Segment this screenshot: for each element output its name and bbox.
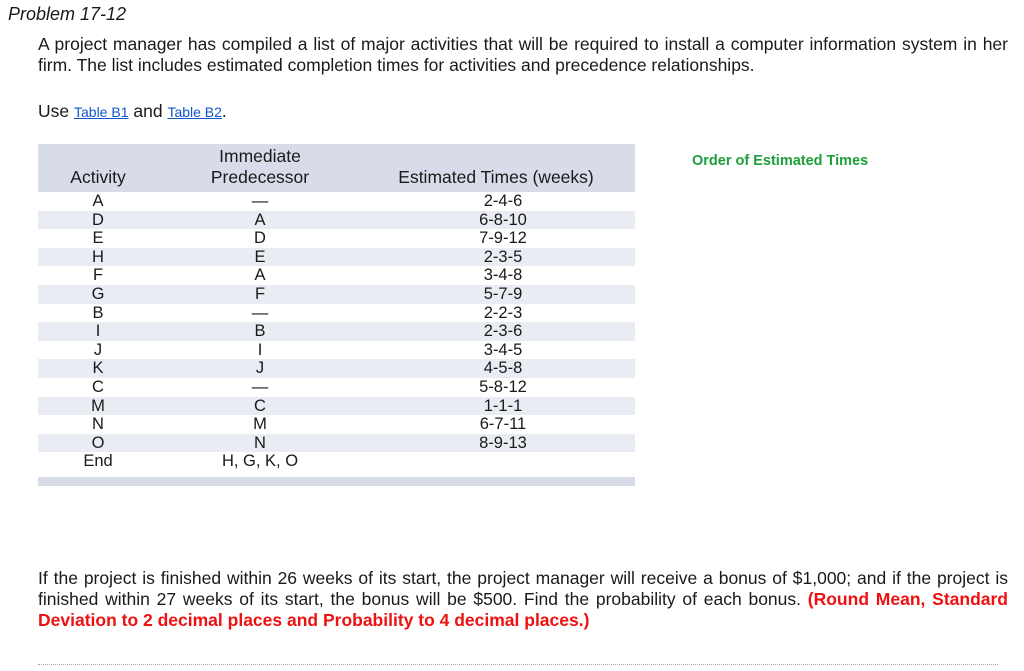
predecessor-cell: M — [253, 415, 267, 434]
activity-cell: B — [92, 303, 104, 322]
activity-cell: H — [92, 247, 104, 266]
predecessor-cell: — — [251, 192, 269, 210]
table-row — [38, 304, 635, 323]
activity-cell: C — [92, 377, 104, 396]
predecessor-cell: J — [255, 359, 265, 378]
use-prefix: Use — [38, 101, 70, 121]
activity-cell: N — [92, 415, 104, 434]
header-predecessor — [185, 146, 335, 188]
predecessor-cell: I — [257, 340, 263, 359]
estimated-times-cell: 6-7-11 — [479, 415, 527, 434]
predecessor-cell: C — [254, 396, 266, 415]
table-row — [38, 266, 635, 285]
header-predecessor-line2: Predecessor — [210, 167, 310, 187]
use-and: and — [133, 101, 163, 121]
table-row — [38, 452, 635, 471]
table-footer-bar — [38, 477, 635, 486]
estimated-times-cell: 4-5-8 — [483, 359, 523, 378]
predecessor-cell: A — [254, 210, 266, 229]
predecessor-cell: H, G, K, O — [221, 452, 299, 471]
predecessor-cell: A — [254, 266, 266, 285]
header-activity: Activity — [70, 167, 126, 187]
table-header — [38, 144, 635, 192]
use-tables-line — [38, 101, 227, 122]
activity-cell: G — [91, 284, 105, 303]
use-suffix: . — [221, 101, 227, 121]
activity-cell: M — [91, 396, 105, 415]
estimated-times-cell: 5-7-9 — [483, 284, 523, 303]
problem-intro: A project manager has compiled a list of major activities that will be required to install a computer information system in her firm. The list includes estimated completion times for activities and precedence relationships. — [38, 34, 1008, 75]
predecessor-cell: E — [254, 247, 266, 266]
problem-title: Problem 17-12 — [8, 4, 127, 24]
activity-cell: End — [83, 452, 113, 471]
table-row — [38, 285, 635, 304]
estimated-times-cell: 3-4-5 — [483, 340, 523, 359]
predecessor-cell: F — [254, 284, 266, 303]
rounding-instruction: (Round Mean, Standard Deviation to 2 decimal places and Probability to 4 decimal places.) — [38, 589, 1008, 630]
table-b2-link[interactable]: Table B2 — [167, 104, 222, 120]
header-predecessor-line1: Immediate — [219, 146, 301, 166]
question-body: If the project is finished within 26 weeks of its start, the project manager will receive a bonus of $1,000; and if the project is finished within 27 weeks of its start, the bonus will be $500. Find the probability of each bonus. — [38, 568, 1008, 609]
activity-cell: F — [92, 266, 104, 285]
table-row — [38, 322, 635, 341]
dotted-separator — [38, 664, 998, 669]
activity-cell: A — [92, 192, 104, 210]
question-text — [38, 568, 1008, 631]
table-b1-link[interactable]: Table B1 — [74, 104, 129, 120]
estimated-times-cell: 3-4-8 — [483, 266, 523, 285]
header-times: Estimated Times (weeks) — [398, 167, 594, 187]
predecessor-cell: D — [254, 229, 266, 248]
table-row — [38, 359, 635, 378]
table-row — [38, 415, 635, 434]
activity-cell: O — [91, 433, 105, 452]
table-row — [38, 378, 635, 397]
table-row — [38, 397, 635, 416]
predecessor-cell: N — [254, 433, 266, 452]
table-row — [38, 341, 635, 360]
predecessor-cell: — — [251, 303, 269, 322]
estimated-times-cell: 5-8-12 — [479, 377, 527, 396]
activity-cell: I — [95, 322, 101, 341]
table-row — [38, 229, 635, 248]
estimated-times-cell: 1-1-1 — [483, 396, 523, 415]
estimated-times-cell: 7-9-12 — [479, 229, 527, 248]
estimated-times-cell: 2-4-6 — [483, 192, 523, 210]
predecessor-cell: — — [251, 377, 269, 396]
table-body — [38, 192, 635, 471]
activity-table — [38, 144, 635, 486]
activity-cell: J — [93, 340, 103, 359]
predecessor-cell: B — [254, 322, 266, 341]
estimated-times-cell: 2-3-5 — [483, 247, 523, 266]
activity-cell: K — [92, 359, 104, 378]
estimated-times-cell: 8-9-13 — [479, 433, 527, 452]
table-row — [38, 211, 635, 230]
estimated-times-cell: 6-8-10 — [479, 210, 527, 229]
activity-cell: E — [92, 229, 104, 248]
table-row — [38, 192, 635, 211]
activity-cell: D — [92, 210, 104, 229]
table-row — [38, 248, 635, 267]
estimated-times-cell: 2-2-3 — [483, 303, 523, 322]
table-row — [38, 434, 635, 453]
estimated-times-cell: 2-3-6 — [483, 322, 523, 341]
order-of-estimated-times-label: Order of Estimated Times — [692, 153, 869, 169]
